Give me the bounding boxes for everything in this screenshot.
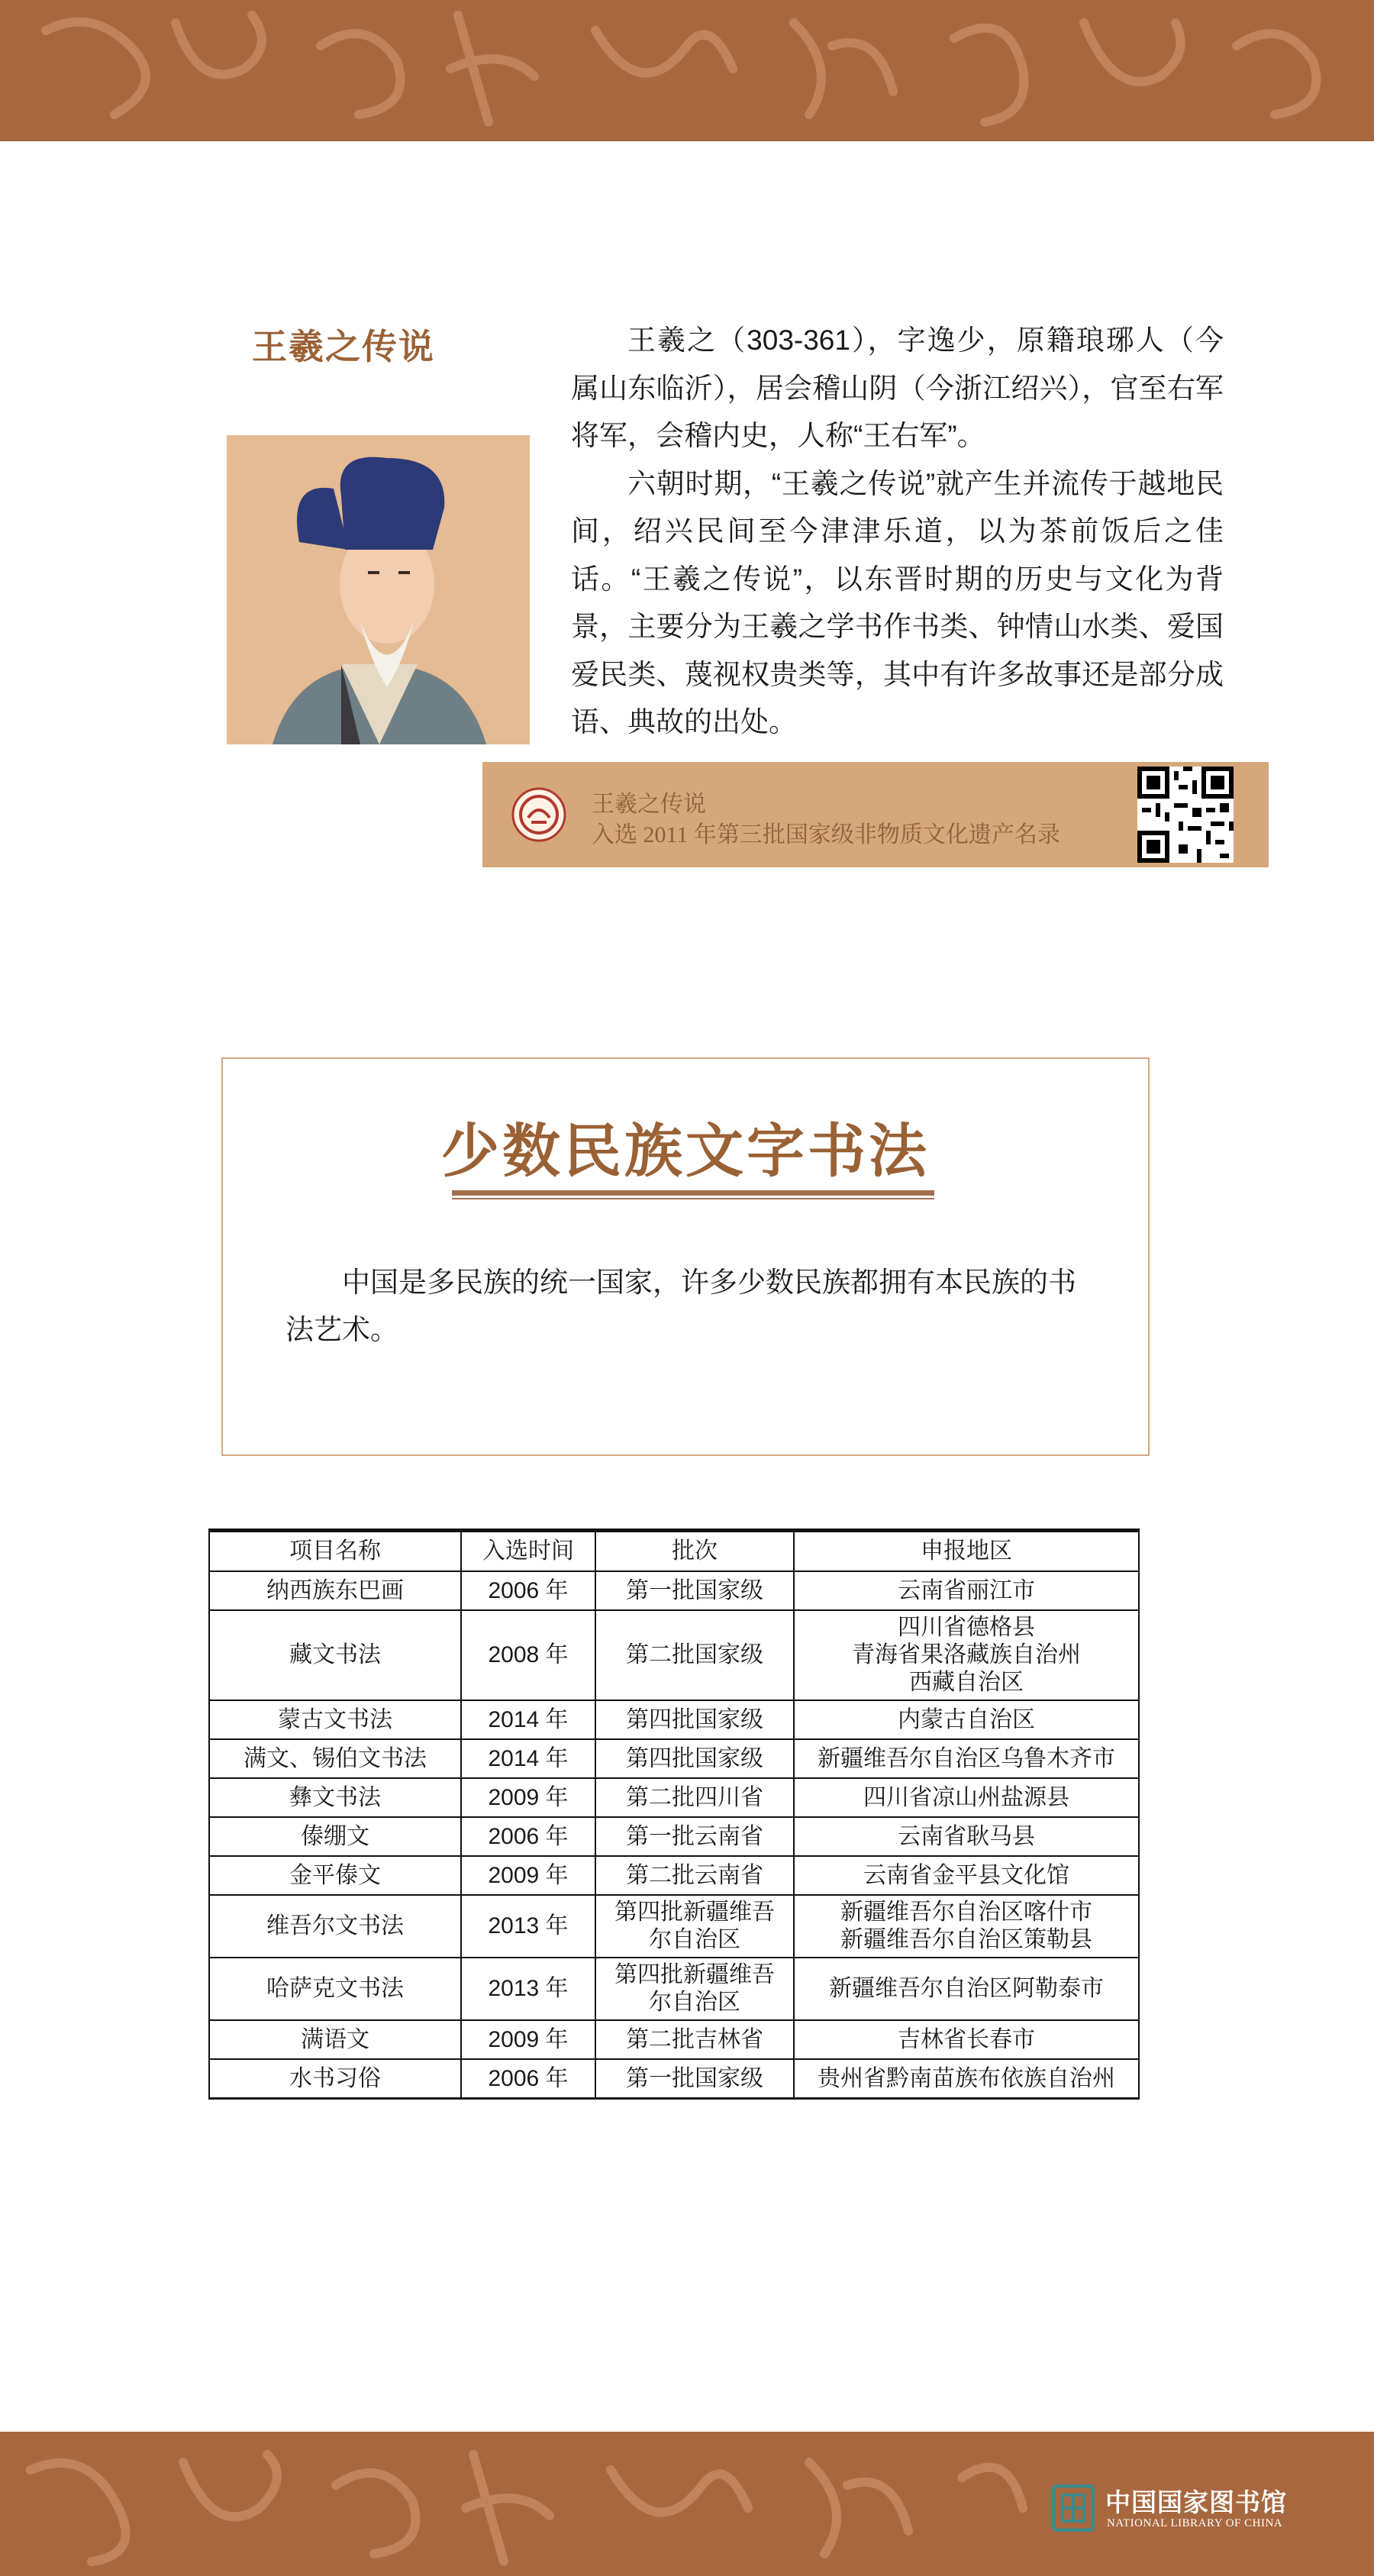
- cell-selection-year: 2009 年: [461, 1856, 595, 1895]
- cell-batch: 第四批新疆维吾 尔自治区: [595, 1958, 794, 2020]
- listing-detail: 入选 2011 年第三批国家级非物质文化遗产名录: [592, 822, 1060, 847]
- legend-description: [571, 317, 1224, 747]
- cell-batch: 第四批国家级: [595, 1700, 794, 1739]
- heritage-items-table: [208, 1528, 1140, 2100]
- cell-project-name: 纳西族东巴画: [209, 1571, 461, 1610]
- cell-selection-year: 2008 年: [461, 1610, 595, 1700]
- cell-project-name: 哈萨克文书法: [209, 1958, 461, 2020]
- library-name-cn: 中国国家图书馆: [1105, 2487, 1287, 2517]
- library-seal-icon: [1052, 2484, 1095, 2532]
- legend-paragraph-2: 六朝时期，“王羲之传说”就产生并流传于越地民间，绍兴民间至今津津乐道，以为茶前饭后之佳话。“王羲之传说”，以东晋时期的历史与文化为背景，主要分为王羲之学书作书类、钟情山水类、爱国爱民类、蔑视权贵类等，其中有许多故事还是部分成语、典故的出处。: [571, 467, 1224, 738]
- cell-project-name: 藏文书法: [209, 1610, 461, 1700]
- table-row: [209, 1610, 1139, 1700]
- cell-batch: 第二批吉林省: [595, 2020, 794, 2059]
- table-row: [209, 1571, 1139, 1610]
- cell-region: 四川省德格县 青海省果洛藏族自治州 西藏自治区: [794, 1610, 1139, 1700]
- cell-selection-year: 2009 年: [461, 2020, 595, 2059]
- cell-region: 云南省丽江市: [794, 1571, 1139, 1610]
- cell-region: 云南省金平县文化馆: [794, 1856, 1139, 1895]
- table-body: [209, 1571, 1139, 2099]
- table-row: [209, 1778, 1139, 1817]
- header-selection-year: 入选时间: [461, 1531, 595, 1572]
- header-region: 申报地区: [794, 1531, 1139, 1572]
- national-library-logo[interactable]: [1052, 2481, 1319, 2536]
- top-decorative-band: [0, 0, 1374, 141]
- minority-section-title: 少数民族文字书法: [441, 1117, 930, 1185]
- table-header-row: [209, 1531, 1139, 1572]
- table-row: [209, 1856, 1139, 1895]
- table-row: [209, 1739, 1139, 1778]
- calligraphy-pattern-icon: [0, 0, 1374, 141]
- title-underline-thin: [452, 1198, 934, 1199]
- cell-batch: 第一批国家级: [595, 2059, 794, 2099]
- cell-region: 吉林省长春市: [794, 2020, 1139, 2059]
- qr-code-icon[interactable]: [1137, 767, 1234, 863]
- cell-project-name: 彝文书法: [209, 1778, 461, 1817]
- heritage-listing-banner: [482, 762, 1269, 867]
- library-name-en: NATIONAL LIBRARY OF CHINA: [1107, 2517, 1283, 2529]
- table-row: [209, 1817, 1139, 1856]
- cell-batch: 第二批国家级: [595, 1610, 794, 1700]
- table-row: [209, 1958, 1139, 2020]
- legend-title: 王羲之传说: [252, 326, 435, 367]
- cell-selection-year: 2006 年: [461, 1571, 595, 1610]
- cell-region: 新疆维吾尔自治区喀什市 新疆维吾尔自治区策勒县: [794, 1895, 1139, 1958]
- cell-batch: 第一批云南省: [595, 1817, 794, 1856]
- listing-name: 王羲之传说: [592, 792, 706, 817]
- cell-project-name: 满语文: [209, 2020, 461, 2059]
- cell-selection-year: 2013 年: [461, 1895, 595, 1958]
- cell-region: 贵州省黔南苗族布依族自治州: [794, 2059, 1139, 2099]
- cell-selection-year: 2013 年: [461, 1958, 595, 2020]
- legend-paragraph-1: 王羲之（303-361），字逸少，原籍琅琊人（今属山东临沂），居会稽山阴（今浙江绍兴），官至右军将军，会稽内史，人称“王右军”。: [571, 324, 1224, 451]
- cell-region: 新疆维吾尔自治区阿勒泰市: [794, 1958, 1139, 2020]
- cell-selection-year: 2014 年: [461, 1739, 595, 1778]
- title-underline: [452, 1190, 934, 1196]
- minority-section-text: 中国是多民族的统一国家，许多少数民族都拥有本民族的书法艺术。: [285, 1267, 1076, 1345]
- table-row: [209, 2020, 1139, 2059]
- cell-region: 四川省凉山州盐源县: [794, 1778, 1139, 1817]
- cell-batch: 第四批新疆维吾 尔自治区: [595, 1895, 794, 1958]
- cell-project-name: 满文、锡伯文书法: [209, 1739, 461, 1778]
- cell-project-name: 维吾尔文书法: [209, 1895, 461, 1958]
- cell-project-name: 傣绷文: [209, 1817, 461, 1856]
- wang-xizhi-portrait: [227, 435, 530, 744]
- cell-region: 新疆维吾尔自治区乌鲁木齐市: [794, 1739, 1139, 1778]
- cell-project-name: 水书习俗: [209, 2059, 461, 2099]
- header-project-name: 项目名称: [209, 1531, 461, 1572]
- table-row: [209, 1700, 1139, 1739]
- cell-project-name: 蒙古文书法: [209, 1700, 461, 1739]
- cell-batch: 第一批国家级: [595, 1571, 794, 1610]
- cell-region: 云南省耿马县: [794, 1817, 1139, 1856]
- cell-project-name: 金平傣文: [209, 1856, 461, 1895]
- table-row: [209, 1895, 1139, 1958]
- cell-selection-year: 2009 年: [461, 1778, 595, 1817]
- minority-calligraphy-box: [221, 1057, 1150, 1456]
- table-row: [209, 2059, 1139, 2099]
- cell-selection-year: 2006 年: [461, 1817, 595, 1856]
- cell-batch: 第二批云南省: [595, 1856, 794, 1895]
- cell-selection-year: 2014 年: [461, 1700, 595, 1739]
- cell-region: 内蒙古自治区: [794, 1700, 1139, 1739]
- intangible-heritage-emblem-icon: [511, 787, 566, 842]
- header-batch: 批次: [595, 1531, 794, 1572]
- cell-selection-year: 2006 年: [461, 2059, 595, 2099]
- cell-batch: 第四批国家级: [595, 1739, 794, 1778]
- cell-batch: 第二批四川省: [595, 1778, 794, 1817]
